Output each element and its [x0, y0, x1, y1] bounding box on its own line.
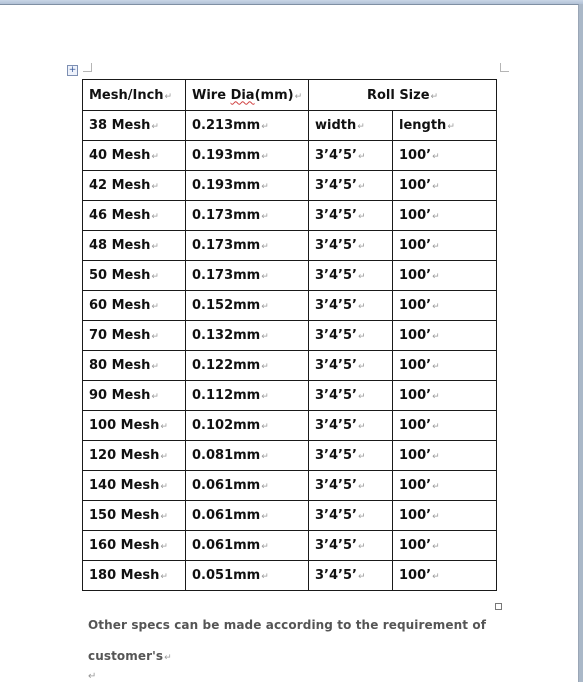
- cell-end-mark: ↵: [432, 332, 440, 342]
- cell-end-mark: ↵: [261, 212, 269, 222]
- table-row: [83, 261, 497, 291]
- cell-wire-text: 0.061mm: [192, 478, 261, 493]
- cell-end-mark: ↵: [357, 512, 366, 522]
- cell-mesh-text: 150 Mesh: [89, 508, 160, 523]
- table-row: [83, 291, 497, 321]
- table-row: [83, 471, 497, 501]
- cell-end-mark: ↵: [432, 152, 440, 162]
- cell-wire-text: 0.081mm: [192, 448, 261, 463]
- cell-length-text: 100’: [399, 358, 432, 373]
- cell-mesh-text: 80 Mesh: [89, 358, 151, 373]
- cell-end-mark: ↵: [151, 122, 159, 132]
- table-row: [83, 531, 497, 561]
- cell-end-mark: ↵: [151, 272, 159, 282]
- cell-wire[interactable]: [186, 171, 309, 201]
- cell-end-mark: ↵: [357, 392, 366, 402]
- cell-mesh-text: 180 Mesh: [89, 568, 160, 583]
- cell-end-mark: ↵: [432, 422, 440, 432]
- cell-width[interactable]: [309, 261, 393, 291]
- cell-end-mark: ↵: [430, 91, 439, 102]
- cell-mesh-text: 100 Mesh: [89, 418, 160, 433]
- cell-end-mark: ↵: [160, 572, 168, 582]
- width-label: width: [315, 118, 357, 133]
- cell-wire[interactable]: [186, 501, 309, 531]
- cell-width[interactable]: [309, 321, 393, 351]
- cell-end-mark: ↵: [151, 152, 159, 162]
- cell-width-header[interactable]: [309, 111, 393, 141]
- cell-length[interactable]: [393, 141, 497, 171]
- cell-length[interactable]: [393, 261, 497, 291]
- cell-wire[interactable]: [186, 201, 309, 231]
- cell-end-mark: ↵: [432, 572, 440, 582]
- cell-end-mark: ↵: [160, 512, 168, 522]
- table-row: [83, 231, 497, 261]
- cell-wire-text: 0.061mm: [192, 538, 261, 553]
- cell-width[interactable]: [309, 471, 393, 501]
- cell-wire[interactable]: [186, 111, 309, 141]
- cell-width[interactable]: [309, 561, 393, 591]
- cell-length[interactable]: [393, 561, 497, 591]
- header-cell-wire[interactable]: [186, 80, 309, 111]
- cell-wire[interactable]: [186, 381, 309, 411]
- cell-mesh[interactable]: [83, 111, 186, 141]
- cell-mesh[interactable]: [83, 381, 186, 411]
- cell-wire-text: 0.132mm: [192, 328, 261, 343]
- cell-mesh-text: 40 Mesh: [89, 148, 151, 163]
- cell-wire[interactable]: [186, 231, 309, 261]
- cell-mesh-text: 38 Mesh: [89, 118, 151, 133]
- cell-length[interactable]: [393, 201, 497, 231]
- cell-wire-text: 0.051mm: [192, 568, 261, 583]
- cell-end-mark: ↵: [357, 542, 366, 552]
- cell-wire[interactable]: [186, 351, 309, 381]
- cell-end-mark: ↵: [357, 122, 365, 132]
- cell-mesh[interactable]: [83, 561, 186, 591]
- cell-end-mark: ↵: [261, 332, 269, 342]
- cell-wire[interactable]: [186, 531, 309, 561]
- cell-end-mark: ↵: [151, 362, 159, 372]
- cell-length[interactable]: [393, 471, 497, 501]
- cell-mesh[interactable]: [83, 441, 186, 471]
- cell-end-mark: ↵: [357, 212, 366, 222]
- cell-wire-text: 0.122mm: [192, 358, 261, 373]
- cell-length[interactable]: [393, 321, 497, 351]
- cell-width[interactable]: [309, 201, 393, 231]
- cell-length-header[interactable]: [393, 111, 497, 141]
- margin-corner-mark-left: [83, 63, 92, 72]
- header-cell-roll-size[interactable]: [309, 80, 497, 111]
- cell-end-mark: ↵: [160, 542, 168, 552]
- mesh-spec-table[interactable]: [82, 79, 497, 591]
- cell-end-mark: ↵: [164, 91, 173, 102]
- cell-end-mark: ↵: [432, 392, 440, 402]
- cell-end-mark: ↵: [432, 272, 440, 282]
- cell-width-text: 3’4’5’: [315, 328, 357, 343]
- cell-mesh-text: 140 Mesh: [89, 478, 160, 493]
- cell-end-mark: ↵: [261, 572, 269, 582]
- cell-end-mark: ↵: [261, 152, 269, 162]
- cell-wire[interactable]: [186, 561, 309, 591]
- cell-width-text: 3’4’5’: [315, 418, 357, 433]
- cell-length-text: 100’: [399, 328, 432, 343]
- cell-mesh-text: 48 Mesh: [89, 238, 151, 253]
- table-header-row: [83, 80, 497, 111]
- cell-width[interactable]: [309, 291, 393, 321]
- cell-width[interactable]: [309, 411, 393, 441]
- cell-mesh-text: 120 Mesh: [89, 448, 160, 463]
- table-row: [83, 171, 497, 201]
- cell-wire-text: 0.193mm: [192, 178, 261, 193]
- cell-length-text: 100’: [399, 238, 432, 253]
- cell-end-mark: ↵: [151, 332, 159, 342]
- cell-length-text: 100’: [399, 448, 432, 463]
- cell-width-text: 3’4’5’: [315, 568, 357, 583]
- cell-mesh[interactable]: [83, 501, 186, 531]
- cell-end-mark: ↵: [151, 182, 159, 192]
- table-row: [83, 441, 497, 471]
- table-subheader-row: [83, 111, 497, 141]
- cell-length-text: 100’: [399, 418, 432, 433]
- cell-end-mark: ↵: [357, 332, 366, 342]
- cell-end-mark: ↵: [357, 572, 366, 582]
- cell-mesh-text: 60 Mesh: [89, 298, 151, 313]
- cell-mesh[interactable]: [83, 201, 186, 231]
- cell-end-mark: ↵: [432, 362, 440, 372]
- cell-end-mark: ↵: [357, 362, 366, 372]
- cell-length-text: 100’: [399, 298, 432, 313]
- cell-width[interactable]: [309, 171, 393, 201]
- cell-end-mark: ↵: [261, 542, 269, 552]
- margin-corner-mark-right: [500, 63, 509, 72]
- table-row: [83, 201, 497, 231]
- cell-mesh[interactable]: [83, 141, 186, 171]
- cell-width[interactable]: [309, 231, 393, 261]
- cell-end-mark: ↵: [432, 452, 440, 462]
- cell-length[interactable]: [393, 501, 497, 531]
- cell-end-mark: ↵: [261, 272, 269, 282]
- cell-end-mark: ↵: [432, 242, 440, 252]
- cell-end-mark: ↵: [261, 242, 269, 252]
- header-wire-label: Wire Dia(mm): [192, 87, 294, 103]
- cell-wire[interactable]: [186, 321, 309, 351]
- cell-width-text: 3’4’5’: [315, 358, 357, 373]
- cell-wire-text: 0.193mm: [192, 148, 261, 163]
- cell-end-mark: ↵: [261, 512, 269, 522]
- cell-end-mark: ↵: [160, 422, 168, 432]
- cell-end-mark: ↵: [432, 482, 440, 492]
- cell-wire-text: 0.112mm: [192, 388, 261, 403]
- cell-length[interactable]: [393, 231, 497, 261]
- cell-end-mark: ↵: [261, 302, 269, 312]
- empty-paragraph-mark[interactable]: ↵: [88, 671, 97, 682]
- cell-wire[interactable]: [186, 411, 309, 441]
- cell-length-text: 100’: [399, 508, 432, 523]
- cell-end-mark: ↵: [432, 212, 440, 222]
- cell-length-text: 100’: [399, 478, 432, 493]
- paragraph-mark: ↵: [164, 653, 172, 663]
- cell-mesh[interactable]: [83, 261, 186, 291]
- cell-width[interactable]: [309, 351, 393, 381]
- cell-width-text: 3’4’5’: [315, 298, 357, 313]
- table-row: [83, 141, 497, 171]
- cell-length[interactable]: [393, 411, 497, 441]
- cell-length[interactable]: [393, 441, 497, 471]
- cell-end-mark: ↵: [357, 272, 366, 282]
- cell-length-text: 100’: [399, 208, 432, 223]
- table-move-handle-icon[interactable]: +: [68, 65, 77, 75]
- cell-mesh-text: 50 Mesh: [89, 268, 151, 283]
- cell-end-mark: ↵: [357, 242, 366, 252]
- mesh-spec-table-container: [82, 79, 497, 591]
- cell-end-mark: ↵: [261, 422, 269, 432]
- cell-length-text: 100’: [399, 148, 432, 163]
- cell-end-mark: ↵: [151, 212, 159, 222]
- cell-end-mark: ↵: [160, 482, 168, 492]
- cell-wire-text: 0.173mm: [192, 208, 261, 223]
- cell-width-text: 3’4’5’: [315, 178, 357, 193]
- cell-width-text: 3’4’5’: [315, 208, 357, 223]
- cell-wire-text: 0.102mm: [192, 418, 261, 433]
- cell-wire[interactable]: [186, 441, 309, 471]
- cell-mesh[interactable]: [83, 471, 186, 501]
- cell-width[interactable]: [309, 531, 393, 561]
- cell-end-mark: ↵: [357, 152, 366, 162]
- cell-length-text: 100’: [399, 568, 432, 583]
- cell-width-text: 3’4’5’: [315, 238, 357, 253]
- cell-end-mark: ↵: [151, 242, 159, 252]
- cell-end-mark: ↵: [160, 452, 168, 462]
- table-row: [83, 501, 497, 531]
- cell-wire-text: 0.152mm: [192, 298, 261, 313]
- cell-end-mark: ↵: [261, 482, 269, 492]
- cell-width[interactable]: [309, 501, 393, 531]
- cell-mesh-text: 70 Mesh: [89, 328, 151, 343]
- cell-mesh-text: 42 Mesh: [89, 178, 151, 193]
- cell-wire-text: 0.213mm: [192, 118, 261, 133]
- cell-mesh[interactable]: [83, 321, 186, 351]
- cell-mesh[interactable]: [83, 231, 186, 261]
- cell-end-mark: ↵: [261, 122, 269, 132]
- cell-end-mark: ↵: [357, 482, 366, 492]
- spellcheck-underline: Dia: [230, 87, 255, 103]
- cell-end-mark: ↵: [447, 122, 455, 132]
- cell-end-mark: ↵: [261, 392, 269, 402]
- cell-length-text: 100’: [399, 388, 432, 403]
- cell-width-text: 3’4’5’: [315, 478, 357, 493]
- table-row: [83, 411, 497, 441]
- cell-length[interactable]: [393, 171, 497, 201]
- table-row: [83, 561, 497, 591]
- cell-end-mark: ↵: [432, 542, 440, 552]
- header-mesh-label: Mesh/Inch: [89, 87, 164, 103]
- cell-end-mark: ↵: [357, 452, 366, 462]
- cell-mesh[interactable]: [83, 531, 186, 561]
- table-resize-handle[interactable]: [495, 603, 502, 610]
- cell-mesh[interactable]: [83, 291, 186, 321]
- cell-end-mark: ↵: [357, 182, 366, 192]
- cell-width-text: 3’4’5’: [315, 508, 357, 523]
- document-page[interactable]: [0, 4, 579, 682]
- cell-length[interactable]: [393, 531, 497, 561]
- note-paragraph[interactable]: [88, 610, 508, 674]
- cell-end-mark: ↵: [432, 512, 440, 522]
- cell-width-text: 3’4’5’: [315, 538, 357, 553]
- header-roll-label: Roll Size: [366, 87, 430, 103]
- table-row: [83, 351, 497, 381]
- table-row: [83, 381, 497, 411]
- cell-width-text: 3’4’5’: [315, 388, 357, 403]
- cell-width[interactable]: [309, 381, 393, 411]
- cell-width-text: 3’4’5’: [315, 148, 357, 163]
- header-cell-mesh[interactable]: [83, 80, 186, 111]
- cell-wire[interactable]: [186, 141, 309, 171]
- cell-wire[interactable]: [186, 291, 309, 321]
- cell-mesh-text: 90 Mesh: [89, 388, 151, 403]
- cell-length-text: 100’: [399, 178, 432, 193]
- cell-mesh[interactable]: [83, 171, 186, 201]
- cell-width[interactable]: [309, 141, 393, 171]
- cell-wire-text: 0.061mm: [192, 508, 261, 523]
- cell-end-mark: ↵: [294, 91, 303, 102]
- cell-wire[interactable]: [186, 261, 309, 291]
- cell-width[interactable]: [309, 441, 393, 471]
- cell-width-text: 3’4’5’: [315, 448, 357, 463]
- cell-length-text: 100’: [399, 538, 432, 553]
- table-row: [83, 321, 497, 351]
- cell-mesh[interactable]: [83, 411, 186, 441]
- cell-end-mark: ↵: [357, 422, 366, 432]
- cell-end-mark: ↵: [151, 302, 159, 312]
- cell-wire-text: 0.173mm: [192, 238, 261, 253]
- cell-end-mark: ↵: [432, 182, 440, 192]
- cell-mesh-text: 160 Mesh: [89, 538, 160, 553]
- cell-mesh-text: 46 Mesh: [89, 208, 151, 223]
- cell-end-mark: ↵: [151, 392, 159, 402]
- cell-length[interactable]: [393, 381, 497, 411]
- length-label: length: [399, 118, 447, 133]
- cell-wire-text: 0.173mm: [192, 268, 261, 283]
- note-text: Other specs can be made according to the requirement of customer's: [88, 618, 487, 663]
- cell-end-mark: ↵: [261, 362, 269, 372]
- cell-wire[interactable]: [186, 471, 309, 501]
- cell-length[interactable]: [393, 351, 497, 381]
- cell-end-mark: ↵: [357, 302, 366, 312]
- cell-width-text: 3’4’5’: [315, 268, 357, 283]
- cell-end-mark: ↵: [432, 302, 440, 312]
- cell-length-text: 100’: [399, 268, 432, 283]
- cell-mesh[interactable]: [83, 351, 186, 381]
- cell-end-mark: ↵: [261, 452, 269, 462]
- cell-length[interactable]: [393, 291, 497, 321]
- cell-end-mark: ↵: [261, 182, 269, 192]
